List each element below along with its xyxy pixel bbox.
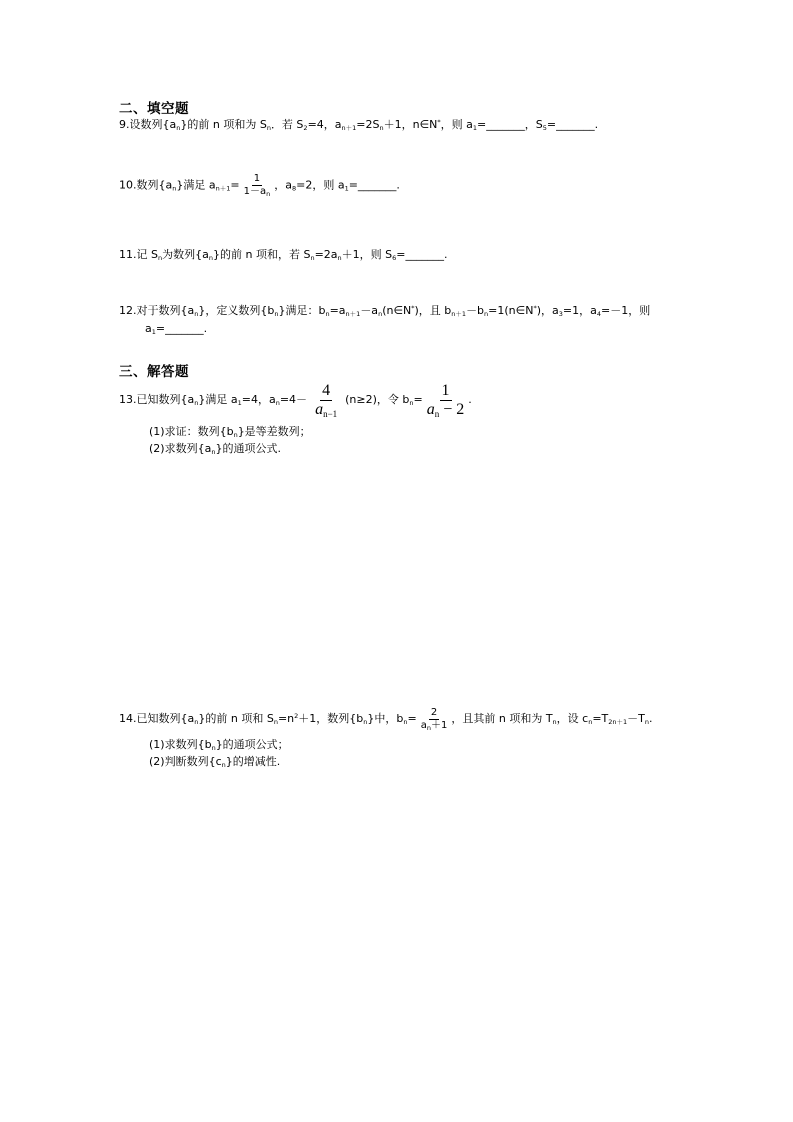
question-9: 9.设数列$\{a_n\}$的前 n 项和为 $S_n$．若 $S_2=4$，$a_{n+1}=2S_n+1$，n∈N*，则 $a_1=\_\_\_\_\_\_\_$，$S_5=\_\_\_\_\_\_\_$. xyxy=(119,118,599,132)
question-13-part-2: (2)求数列$\{a_n\}$的通项公式. xyxy=(149,442,281,456)
fraction-q14: $\frac{2}{a_n+1}$ xyxy=(420,706,448,732)
section-heading-fill-in: 二、填空题 xyxy=(119,101,189,117)
question-14-part-1: (1)求数列$\{b_n\}$的通项公式； xyxy=(149,738,289,752)
fraction-q10: $\frac{1}{1-a_n}$ xyxy=(243,173,271,198)
fraction-q13-b: $\frac{1}{a_n - 2}$ xyxy=(426,381,465,419)
question-13: 13.已知数列$\{a_n\}$满足 $a_1=4$，$a_n=4-$ $\frac{4}{a_{n-1}}$ (n≥2)，令 $b_n=$ $\frac{1}{a_n - 2}$ . xyxy=(119,381,472,419)
question-10: 10.数列$\{a_n\}$满足 $a_{n+1}=$ $\frac{1}{1-a_n}$ ，$a_8=2$，则 $a_1=\_\_\_\_\_\_\_$. xyxy=(119,173,400,198)
question-14: 14.已知数列$\{a_n\}$的前 n 项和 $S_n=n^2+1$，数列$\{b_n\}$中，$b_n=$ $\frac{2}{a_n+1}$ ，且其前 n 项和为 $T_n$，设 $c_n=T_{2n+1}-T_n$. xyxy=(119,706,653,732)
section-heading-answer: 三、解答题 xyxy=(119,364,189,380)
question-13-part-1: (1)求证：数列$\{b_n\}$是等差数列； xyxy=(149,425,311,439)
question-14-part-2: (2)判断数列$\{c_n\}$的增减性. xyxy=(149,755,281,769)
question-11: 11.记 $S_n$为数列$\{a_n\}$的前 n 项和，若 $S_n=2a_n+1$，则 $S_6=\_\_\_\_\_\_\_$. xyxy=(119,248,448,262)
fraction-q13-a: $\frac{4}{a_{n-1}}$ xyxy=(315,381,338,419)
question-12-line-2: $a_1=\_\_\_\_\_\_\_$. xyxy=(145,322,208,336)
question-12-line-1: 12.对于数列$\{a_n\}$，定义数列$\{b_n\}$满足：$b_n=a_{n+1}-a_n(n\in N^*)$，且 $b_{n+1}-b_n=1(n\in N^*)$，$a_3=1$，$a_4=-1$，则 xyxy=(119,304,651,318)
